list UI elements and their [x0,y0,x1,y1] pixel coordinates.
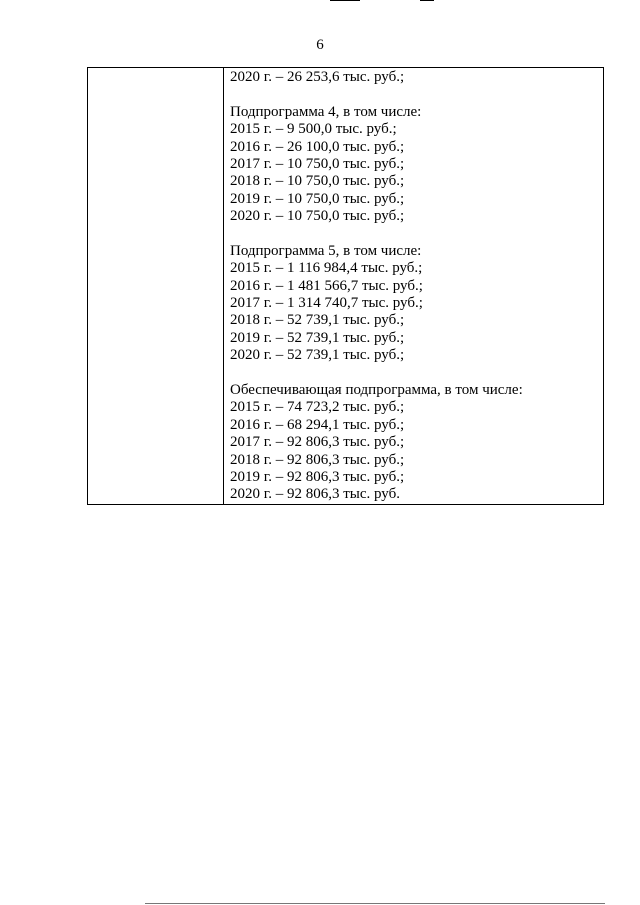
funding-year-line: 2016 г. – 26 100,0 тыс. руб.; [230,138,405,155]
funding-year-line: 2017 г. – 1 314 740,7 тыс. руб.; [230,295,423,312]
funding-year-line: 2015 г. – 74 723,2 тыс. руб.; [230,399,405,416]
funding-year-line: 2018 г. – 92 806,3 тыс. руб.; [230,451,405,468]
group-spacer [230,226,603,243]
funding-year-line: 2017 г. – 92 806,3 тыс. руб.; [230,434,405,451]
group-spacer [230,365,603,382]
funding-year-line: 2019 г. – 52 739,1 тыс. руб.; [230,329,405,346]
scan-artifact-top [330,0,360,1]
funding-year-line: 2018 г. – 52 739,1 тыс. руб.; [230,312,405,329]
funding-year-line: 2017 г. – 10 750,0 тыс. руб.; [230,155,405,172]
group-spacer [230,86,603,103]
funding-year-line: 2020 г. – 26 253,6 тыс. руб.; [230,69,405,85]
subprogram-heading: Обеспечивающая подпрограмма, в том числе: [230,382,523,399]
subprogram-heading: Подпрограмма 5, в том числе: [230,242,422,259]
funding-year-line: 2016 г. – 1 481 566,7 тыс. руб.; [230,277,423,294]
page-number: 6 [316,37,324,53]
subprogram-heading: Подпрограмма 4, в том числе: [230,103,422,120]
table-row [88,68,604,505]
table-left-cell [88,68,224,505]
funding-year-line: 2020 г. – 92 806,3 тыс. руб. [230,486,400,503]
scan-artifact-top-right [420,0,434,1]
funding-year-line: 2018 г. – 10 750,0 тыс. руб.; [230,173,405,190]
funding-year-line: 2020 г. – 52 739,1 тыс. руб.; [230,347,405,364]
table-right-cell [224,68,604,505]
funding-year-line: 2015 г. – 1 116 984,4 тыс. руб.; [230,260,423,277]
funding-groups [230,69,603,504]
funding-year-line: 2019 г. – 10 750,0 тыс. руб.; [230,190,405,207]
funding-year-line: 2020 г. – 10 750,0 тыс. руб.; [230,208,405,225]
funding-year-line: 2019 г. – 92 806,3 тыс. руб.; [230,468,405,485]
funding-year-line: 2016 г. – 68 294,1 тыс. руб.; [230,416,405,433]
funding-table [87,67,604,505]
funding-year-line: 2015 г. – 9 500,0 тыс. руб.; [230,121,397,138]
scan-artifact-bottom [145,903,605,904]
